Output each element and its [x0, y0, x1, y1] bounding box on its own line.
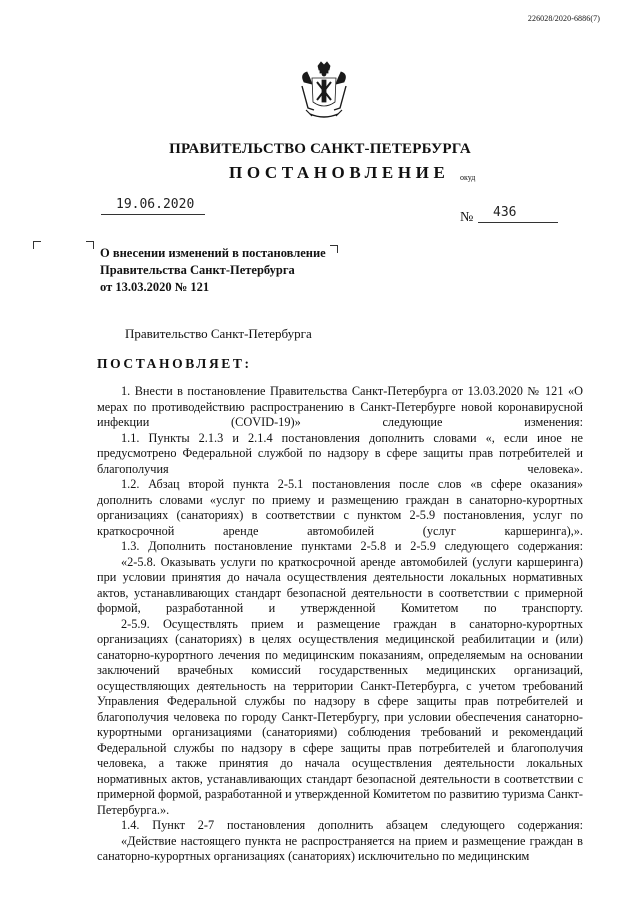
- paragraph: 2-5.9. Осуществлять прием и размещение граждан в санаторно-курортных организациях (санаториях) в целях осуществления медицинской реабилитации и (или) санаторно-курортного лечения по медицинским показаниям, определяемым на основании заключений врачебных комиссий государственных медицинских организаций, осуществляющих деятельность на территории Санкт-Петербурга, с учетом требований Управления Федеральной службы по надзору в сфере защиты прав потребителей и благополучия человека по городу Санкт-Петербургу, при условии обеспечения санаторно-курортными организациями (санаториями) соблюдения требований и рекомендаций Федеральной службы по надзору в сфере защиты прав потребителей и благополучия человека, а также принятия до начала осуществления деятельности локальных нормативных актов, устанавливающих стандарт безопасной деятельности в соответствии с примерной формой, разработанной и утвержденной Комитетом по развитию туризма Санкт-Петербурга.».: [97, 616, 583, 817]
- corner-mark-right: [330, 245, 338, 253]
- coat-of-arms-icon: [298, 60, 350, 122]
- document-date: 19.06.2020: [116, 197, 195, 212]
- document-body: [97, 384, 583, 865]
- paragraph: 1. Внести в постановление Правительства Санкт-Петербурга от 13.03.2020 № 121 «О мерах по противодействию распространению в Санкт-Петербурге новой коронавирусной инфекции (COVID-19)» следующие изменения:: [97, 384, 583, 429]
- document-number: 436: [493, 205, 517, 220]
- number-label: №: [460, 210, 474, 225]
- subject-line: О внесении изменений в постановление: [100, 246, 326, 260]
- corner-mark-middle: [86, 241, 94, 249]
- intro-text: Правительство Санкт-Петербурга: [125, 326, 312, 341]
- paragraph: 1.2. Абзац второй пункта 2-5.1 постановления после слов «в сфере оказания» дополнить словами «услуг по приему и размещению граждан в санаторно-курортных организациях (санаториях) в соответствии с пунктом 2-5.9 постановления, услуг по краткосрочной аренде автомобилей (услуг каршеринга),».: [97, 477, 583, 538]
- resolves-heading: ПОСТАНОВЛЯЕТ:: [97, 356, 252, 371]
- okud-label: окуд: [460, 173, 476, 182]
- paragraph: 1.1. Пункты 2.1.3 и 2.1.4 постановления дополнить словами «, если иное не предусмотрено Федеральной службой по надзору в сфере защиты прав потребителей и благополучия человека».: [97, 430, 583, 476]
- subject-line: Правительства Санкт-Петербурга: [100, 263, 295, 277]
- number-underline: [478, 222, 558, 223]
- subject-line: от 13.03.2020 № 121: [100, 280, 210, 294]
- document-subject: [100, 245, 326, 296]
- paragraph: «Действие настоящего пункта не распространяется на прием и размещение граждан в санаторно-курортных организациях (санаториях) исключительно по медицинским: [97, 833, 583, 863]
- paragraph: 1.3. Дополнить постановление пунктами 2-5.8 и 2-5.9 следующего содержания:: [121, 539, 583, 553]
- paragraph: 1.4. Пункт 2-7 постановления дополнить абзацем следующего содержания:: [121, 818, 583, 832]
- paragraph: «2-5.8. Оказывать услуги по краткосрочной аренде автомобилей (услуги каршеринга) при условии принятия до начала осуществления деятельности локальных нормативных актов, устанавливающих стандарт безопасной деятельности в соответствии с примерной формой, разработанной и утвержденной Комитетом по транспорту.: [97, 554, 583, 615]
- government-title: ПРАВИТЕЛЬСТВО САНКТ-ПЕТЕРБУРГА: [169, 141, 471, 157]
- date-underline: [101, 214, 205, 215]
- document-id: 226028/2020-6886(7): [527, 14, 600, 23]
- document-type: ПОСТАНОВЛЕНИЕ: [229, 163, 450, 182]
- corner-mark-left: [33, 241, 41, 249]
